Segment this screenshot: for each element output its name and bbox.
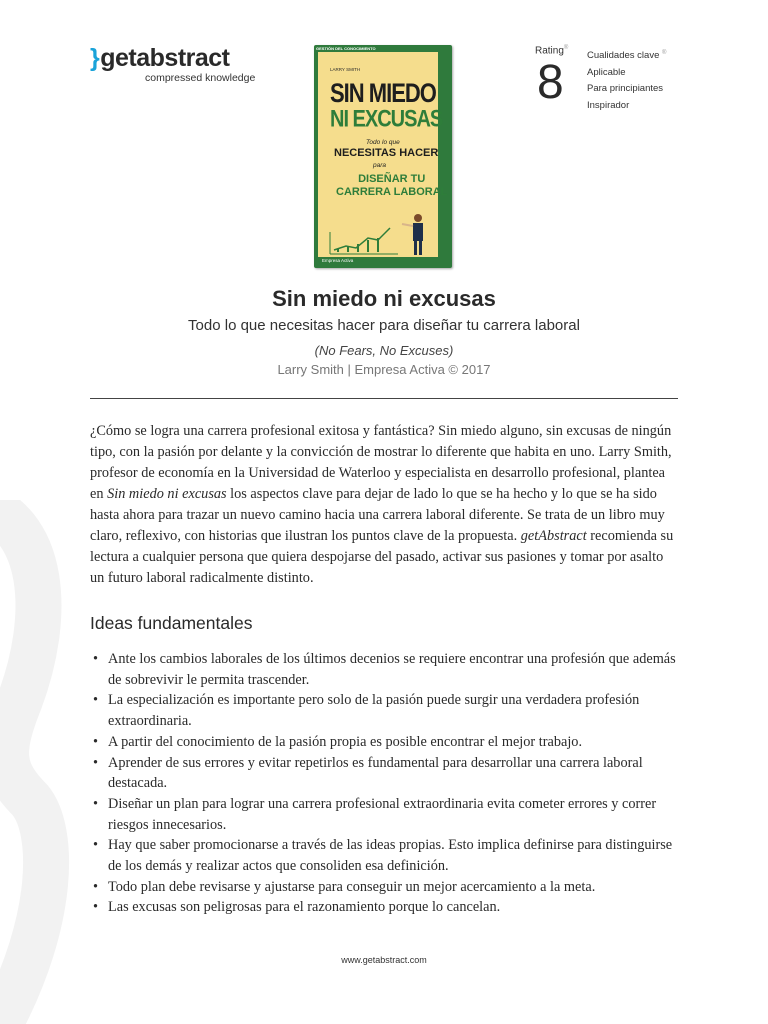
- info-icon: ®: [662, 50, 667, 56]
- cover-illustration: [328, 212, 438, 257]
- ideas-list: [90, 649, 680, 918]
- book-title: Sin miedo ni excusas: [272, 286, 496, 311]
- logo-name: getabstract: [100, 44, 230, 72]
- qualities-label: Cualidades clave ®: [587, 50, 667, 62]
- list-item: • Hay que saber promocionarse a través de las ideas propias. Esto implica definirse para distinguirse de los demás y realizar actos que consoliden esa definición.: [90, 835, 680, 876]
- quality-item: Para principiantes: [587, 83, 664, 95]
- book-original-title: (No Fears, No Excuses): [314, 343, 454, 358]
- abstract-paragraph: ¿Cómo se logra una carrera profesional exitosa y fantástica? Sin miedo alguno, sin excusas de ningún tipo, con la pasión por delante y la convicción de mostrar lo diferente que habita en uno. Larry Smith, profesor de economía en la Universidad de Waterloo y especialista en desarrollo profesional, plantea en Sin miedo ni excusas los aspectos clave para dejar de lado lo que se ha hecho y lo que se ha sido hasta ahora para trazar un nuevo camino hacia una carrera laboral diferente. Se trata de un libro muy claro, reflexivo, con historias que ilustran los puntos clave de la propuesta. getAbstract recomienda su lectura a cualquier persona que quiera despojarse del pasado, activar sus pasiones y tomar por asalto un futuro laboral radicalmente distinto.: [90, 423, 674, 586]
- quality-item: Aplicable: [587, 66, 626, 78]
- cover-subtitle-line5: CARRERA LABORAL: [336, 186, 448, 198]
- list-item: • La especialización es importante pero solo de la pasión puede surgir una verdadera profesión extraordinaria.: [90, 690, 680, 731]
- cover-series: GESTIÓN DEL CONOCIMIENTO: [316, 46, 376, 51]
- getabstract-logo[interactable]: [90, 44, 255, 84]
- cover-publisher: Empresa Activa: [322, 258, 354, 263]
- cover-title-line1: SIN MIEDO: [330, 78, 436, 108]
- list-item: • Todo plan debe revisarse y ajustarse para conseguir un mejor acercamiento a la meta.: [90, 877, 680, 898]
- cover-title-line2: NI EXCUSAS: [330, 106, 443, 133]
- key-qualities: [587, 45, 666, 114]
- cover-subtitle-line4: DISEÑAR TU: [358, 173, 426, 185]
- list-item: • Diseñar un plan para lograr una carrera profesional extraordinaria evita cometer errores y correr riesgos innecesarios.: [90, 794, 680, 835]
- book-subtitle: Todo lo que necesitas hacer para diseñar tu carrera laboral: [188, 317, 580, 334]
- cover-subtitle-line2: NECESITAS HACER: [334, 147, 439, 159]
- cover-subtitle-line3: para: [373, 162, 387, 169]
- logo-tagline: compressed knowledge: [145, 72, 256, 84]
- cover-author: LARRY SMITH: [330, 67, 361, 72]
- list-item: • Ante los cambios laborales de los últimos decenios se requiere encontrar una profesión que además de sobrevivir le permita trascender.: [90, 649, 680, 690]
- list-item: • Las excusas son peligrosas para el razonamiento porque lo cancelan.: [90, 897, 680, 918]
- list-item: • A partir del conocimiento de la pasión propia es posible encontrar el mejor trabajo.: [90, 732, 680, 753]
- divider: [90, 398, 678, 399]
- cover-subtitle-line1: Todo lo que: [366, 139, 400, 146]
- quality-item: Inspirador: [587, 99, 630, 111]
- footer-url-link[interactable]: www.getabstract.com: [341, 955, 427, 965]
- info-icon: ®: [563, 45, 569, 51]
- ideas-heading: Ideas fundamentales: [90, 613, 253, 633]
- book-meta: Larry Smith | Empresa Activa © 2017: [277, 362, 491, 377]
- rating-value: 8: [537, 56, 564, 109]
- book-cover: [314, 45, 452, 268]
- background-brace-watermark: [0, 500, 80, 1024]
- logo-brace: }: [90, 44, 100, 72]
- list-item: • Aprender de sus errores y evitar repetirlos es fundamental para desarrollar una carrera laboral destacada.: [90, 753, 680, 794]
- rating-label: Rating®: [535, 45, 569, 57]
